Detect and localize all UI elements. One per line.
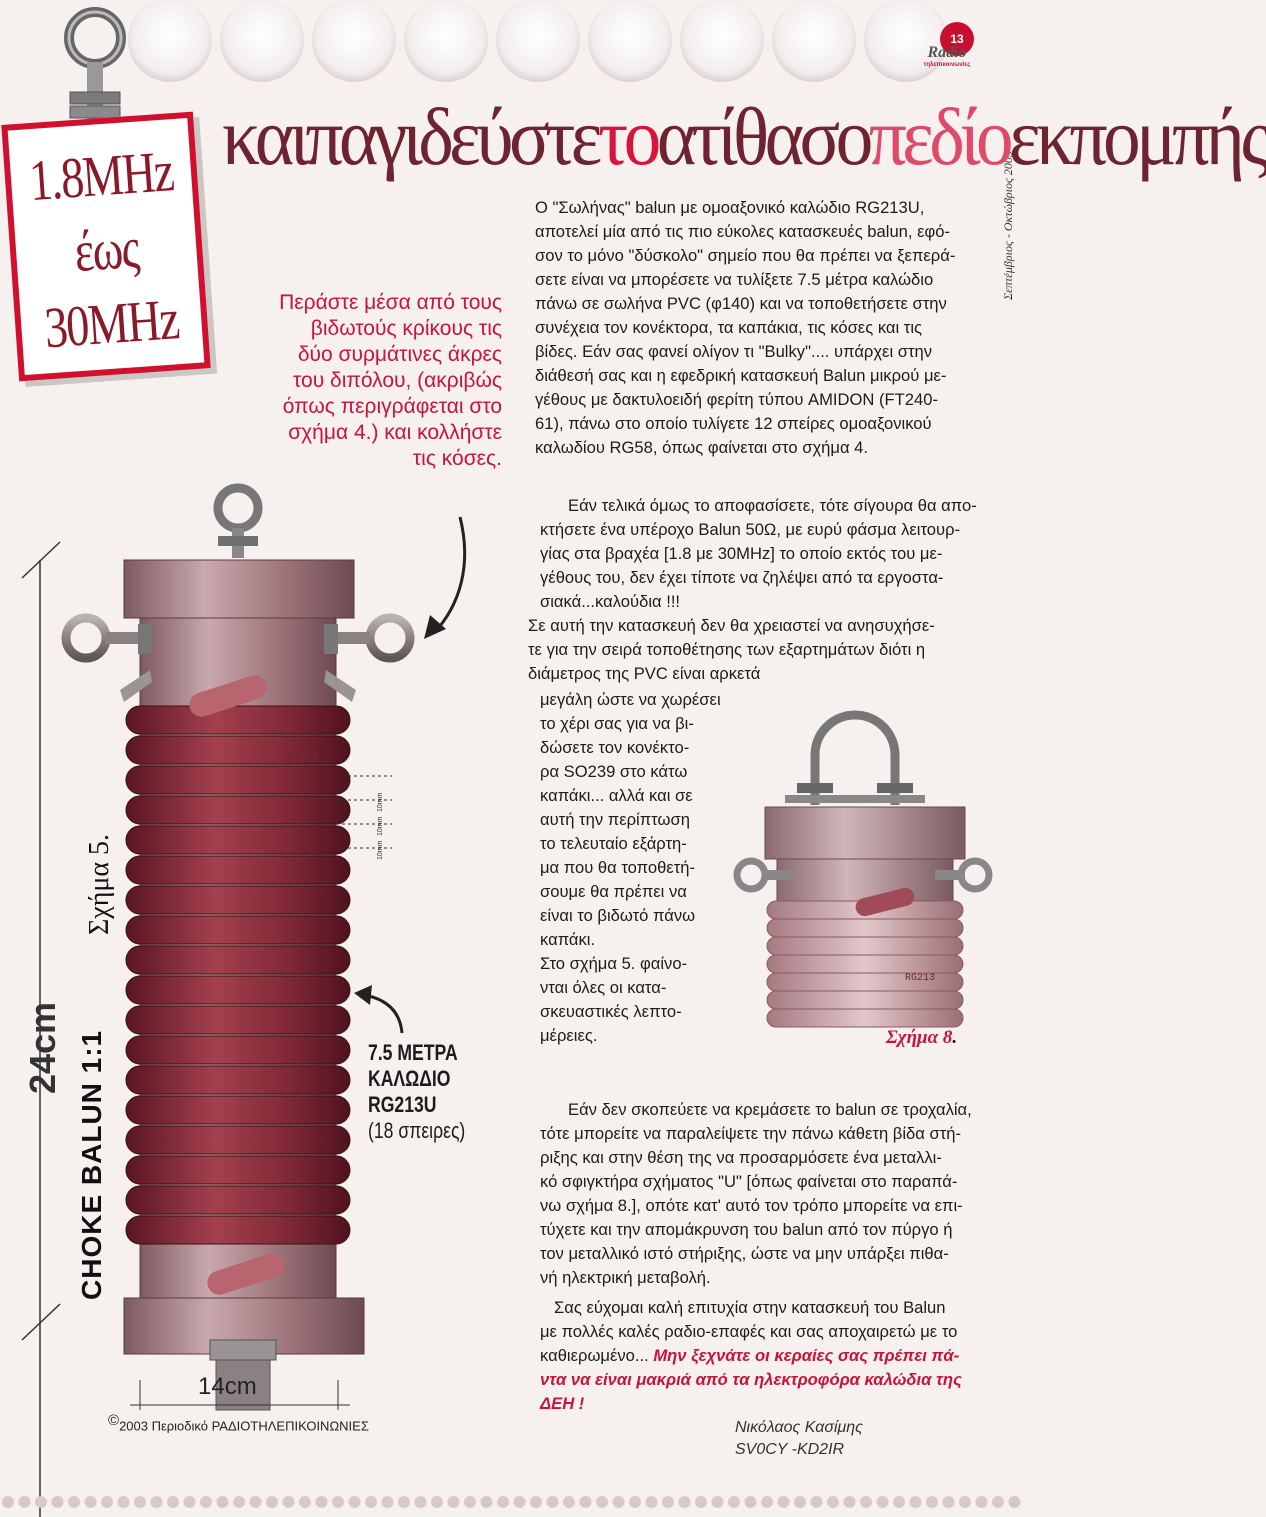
article-paragraph-3 [540, 688, 740, 1048]
article-line: το χέρι σας για να βι- [540, 714, 694, 733]
article-line: μεγάλη ώστε να χωρέσει [540, 690, 721, 709]
curved-arrow-icon [420, 515, 480, 640]
figure8-caption-text: Σχήμα 8 [886, 1027, 953, 1048]
article-line: τότε μπορείτε να παραλείψετε την πάνω κάθετη βίδα στή- [540, 1124, 962, 1143]
headline-word: και [222, 91, 306, 182]
magazine-logo: Radio [927, 44, 967, 61]
closing-emphasis: ΔΕΗ ! [540, 1394, 585, 1413]
spacing-tag: 10mm [377, 816, 384, 836]
article-line: νή ηλεκτρική μεταβολή. [540, 1268, 711, 1287]
coil-turn [126, 1186, 350, 1214]
article-line: βίδες. Εάν σας φανεί ολίγον τι "Bulky".... υπάρχει στην [535, 342, 933, 361]
article-paragraph-2 [528, 494, 985, 686]
figure8-coil-tag: RG213 [905, 973, 936, 984]
headline-word: πεδίο [868, 91, 1010, 182]
closing-plain: καθιερωμένο... [540, 1346, 654, 1365]
article-line: συνέχεια τον κονέκτορα, τα καπάκια, τις κόσες και τις [535, 318, 923, 337]
figure8-drawing [735, 725, 985, 1025]
article-line: Στο σχήμα 5. φαίνο- [540, 954, 688, 973]
intro-line: όπως περιγράφεται στο [282, 395, 502, 418]
coil-turn [126, 1126, 350, 1154]
spacing-tag: 10mm [377, 840, 384, 860]
coil-turn [126, 1036, 350, 1064]
intro-line: Περάστε μέσα από τους [279, 291, 502, 314]
frequency-to: έως [72, 214, 141, 285]
issue-date: Σεπτέμβριος - Οκτώβριος 2003 [1001, 151, 1015, 300]
coil-turn [126, 766, 350, 794]
coil-turn [126, 916, 350, 944]
left-eyebolt-icon [66, 618, 152, 702]
article-paragraph-5 [540, 1296, 985, 1416]
intro-line: βιδωτούς κρίκους τις [310, 317, 502, 340]
article-line: 61), πάνω στο οποίο τυλίγετε 12 σπείρες ομοαξονικού [535, 414, 932, 433]
figure5-label: Σχήμα 5. [84, 833, 115, 935]
article-line: Εάν δεν σκοπεύετε να κρεμάσετε το balun σε τροχαλία, [568, 1100, 972, 1119]
article-line: κό σφιγκτήρα σχήματος "U" [όπως φαίνεται στο παραπά- [540, 1172, 958, 1191]
coil-turn [126, 1066, 350, 1094]
headline-word: παγιδεύστε [305, 91, 598, 182]
article-line: τε για την σειρά τοποθέτησης των εξαρτημάτων διότι η [528, 640, 926, 659]
cable-note [368, 1040, 466, 1144]
article-line: διάμετρος της PVC είναι αρκετά [528, 664, 761, 683]
article-line: τον μεταλλικό ιστό στήριξης, ώστε να μην υπάρξει πιθα- [540, 1244, 949, 1263]
article-line: καλωδίου RG58, όπως φαίνεται στο σχήμα 4. [535, 438, 868, 457]
coil-turn [126, 826, 350, 854]
spacing-tag: 10mm [377, 792, 384, 812]
top-circles [128, 0, 948, 82]
closing-emphasis: ντα να είναι μακριά από τα ηλεκτροφόρα καλώδια της [540, 1370, 962, 1389]
right-eyebolt-icon [324, 618, 410, 702]
coil-turn [126, 946, 350, 974]
article-line: ρα SO239 στο κάτω [540, 762, 688, 781]
page-number: 13 [940, 22, 974, 56]
frequency-end: 30MHz [42, 286, 181, 361]
headline-word: εκπομπής [1009, 91, 1266, 182]
article-line: σον το μόνο "δύσκολο" σημείο που θα πρέπει να ξεπερά- [535, 246, 956, 265]
intro-line: του διπόλου, (ακριβώς [293, 369, 502, 392]
author-name: Νικόλαος Κασίμης [735, 1419, 863, 1436]
closing-emphasis: Μην ξεχνάτε οι κεραίες σας πρέπει πά- [653, 1346, 960, 1365]
article-line: είναι το βιδωτό πάνω [540, 906, 696, 925]
cable-note-line: ΚΑΛΩΔΙΟ [368, 1066, 451, 1091]
article-line: καπάκι. [540, 930, 596, 949]
article-line: με πολλές καλές ραδιο-επαφές και σας αποχαιρετώ με το [540, 1322, 958, 1341]
author-signature [735, 1417, 915, 1461]
article-line: πάνω σε σωλήνα PVC (φ140) και να τοποθετήσετε στην [535, 294, 947, 313]
article-paragraph-1 [535, 196, 980, 460]
figure8-caption: Σχήμα 8. [886, 1027, 958, 1048]
cable-note-line: 7.5 ΜΕΤΡΑ [368, 1040, 458, 1065]
headline [222, 82, 1266, 192]
copyright [108, 1412, 369, 1433]
article-line: Εάν τελικά όμως το αποφασίσετε, τότε σίγουρα θα απο- [568, 496, 977, 515]
coil-tag: RG213 [283, 752, 320, 766]
article-line: γέθους του, δεν έχει τίποτε να ζηλέψει από τα εργοστα- [540, 568, 944, 587]
headline-word: ατίθασο [656, 91, 869, 182]
article-line: διάθεσή σας και η εφεδρική κατασκευή Balun μικρού με- [535, 366, 947, 385]
choke-balun-label: CHOKE BALUN 1:1 [76, 1029, 107, 1300]
magazine-logo-sub: τηλεπικοινωνίες [923, 62, 971, 68]
article-line [540, 1344, 985, 1368]
coil-turn [126, 1006, 350, 1034]
article-line: μα που θα τοποθετή- [540, 858, 696, 877]
article-line: σετε είναι να μπορέσετε να τυλίξετε 7.5 μέτρα καλώδιο [535, 270, 934, 289]
article-line: γίας στα βραχέα [1.8 με 30MHz] το οποίο εκτός του με- [540, 544, 943, 563]
article-line: νται όλες οι κατα- [540, 978, 667, 997]
bottom-dot-band [0, 1492, 1024, 1512]
article-line: κτήσετε ένα υπέροχο Balun 50Ω, με ευρύ φάσμα λειτουρ- [540, 520, 961, 539]
cable-note-line: RG213U [368, 1092, 437, 1117]
headline-word: το [597, 91, 657, 182]
coil-turn [126, 796, 350, 824]
article-line: σιακά...καλούδια !!! [540, 592, 681, 611]
article-line: Ο "Σωλήνας" balun με ομοαξονικό καλώδιο RG213U, [535, 198, 925, 217]
intro-text [262, 290, 502, 472]
article-line: νω σχήμα 8.], οπότε κατ' αυτό τον τρόπο μπορείτε να επι- [540, 1196, 963, 1215]
coil-turn [126, 1096, 350, 1124]
height-dimension: 24cm [22, 1001, 63, 1095]
article-line: δώσετε τον κονέκτο- [540, 738, 690, 757]
coil-turn [126, 706, 350, 734]
article-line: Σας εύχομαι καλή επιτυχία στην κατασκευή του Balun [554, 1298, 946, 1317]
cable-arrow-icon [352, 985, 412, 1035]
copyright-symbol: © [108, 1412, 120, 1429]
article-line: τύχετε και την απομάκρυνση του balun από τον πύργο ή [540, 1220, 953, 1239]
author-callsign: SV0CY -KD2IR [735, 1441, 845, 1458]
frequency-start: 1.8MHz [27, 138, 176, 214]
figure8-coils [767, 886, 963, 1027]
intro-line: σχήμα 4.) και κολλήστε [288, 421, 502, 444]
article-line: ριξης και στην θέση της να προσαρμόσετε ένα μεταλλι- [540, 1148, 942, 1167]
article-paragraph-4 [540, 1098, 985, 1290]
article-line: μέρειες. [540, 1026, 598, 1045]
top-circle-band [0, 0, 1024, 95]
article-line: σουμε θα πρέπει να [540, 882, 687, 901]
intro-line: τις κόσες. [412, 447, 502, 470]
u-clamp-icon [785, 715, 925, 805]
coil-turn [126, 1216, 350, 1244]
article-line: αυτή την περίπτωση [540, 810, 690, 829]
intro-line: δύο συρμάτινες άκρες [297, 343, 502, 366]
copyright-text: 2003 Περιοδικό ΡΑΔΙΟΤΗΛΕΠΙΚΟΙΝΩΝΙΕΣ [119, 1418, 369, 1434]
top-eyebolt-icon [218, 488, 258, 558]
article-line: γέθους με δακτυλοειδή φερίτη τύπου AMIDON (FT240- [535, 390, 939, 409]
article-line: Σε αυτή την κατασκευή δεν θα χρειαστεί να ανησυχήσε- [528, 616, 935, 635]
frequency-box [1, 112, 210, 382]
cable-turns-note: (18 σπειρες) [368, 1118, 466, 1143]
article-line: καπάκι... αλλά και σε [540, 786, 693, 805]
coil-turn [126, 886, 350, 914]
width-dimension: 14cm [198, 1373, 257, 1400]
coil-turn [126, 856, 350, 884]
article-line: σκευαστικές λεπτο- [540, 1002, 682, 1021]
article-line: αποτελεί μία από τις πιο εύκολες κατασκευές balun, εφό- [535, 222, 951, 241]
coil-turn [126, 1156, 350, 1184]
article-line: το τελευταίο εξάρτη- [540, 834, 687, 853]
coil-turn [126, 976, 350, 1004]
